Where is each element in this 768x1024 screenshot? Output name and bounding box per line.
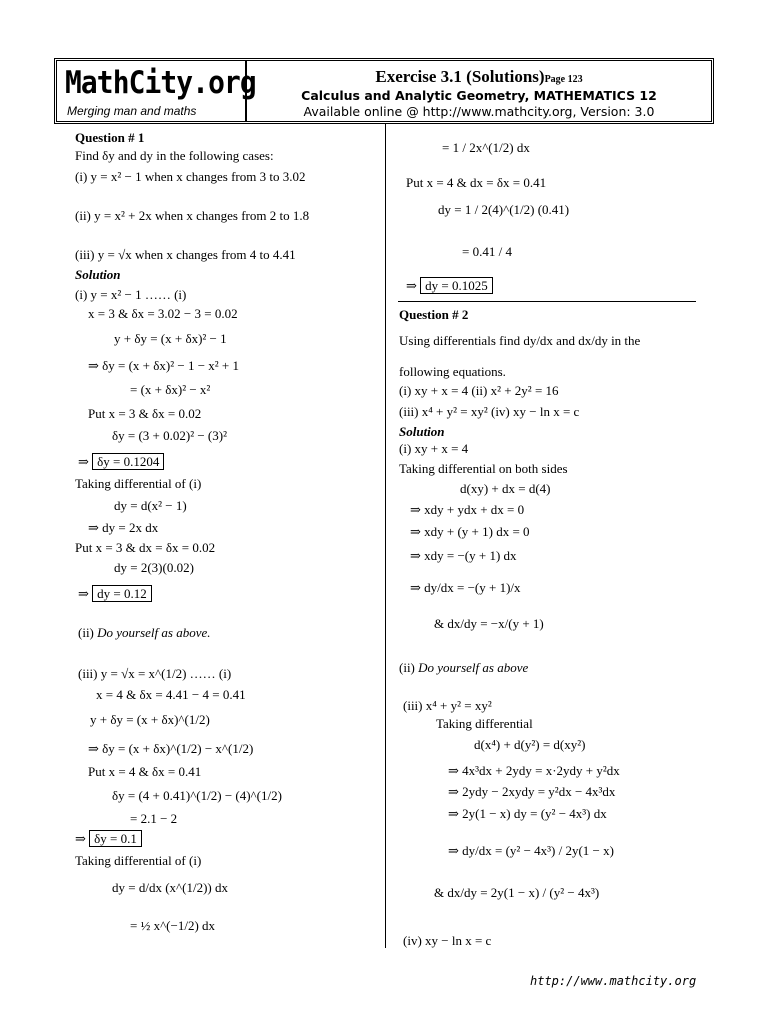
line-text: ⇒ xdy + (y + 1) dx = 0 (410, 524, 530, 539)
line-text: ⇒ 2ydy − 2xydy = y²dx − 4x³dx (448, 784, 616, 799)
line-text: (i) xy + x = 4 (399, 441, 469, 456)
right-line (406, 278, 493, 293)
line-text: y + δy = (x + δx)² − 1 (114, 331, 227, 346)
line-text: δy = (4 + 0.41)^(1/2) − (4)^(1/2) (112, 788, 282, 803)
line-text: following equations. (399, 364, 506, 379)
footer-url: http://www.mathcity.org (530, 974, 697, 988)
exercise-title (247, 67, 711, 87)
left-line (75, 247, 296, 262)
line-text: Put x = 4 & δx = 0.41 (88, 764, 202, 779)
right-line (410, 548, 517, 563)
line-text: (ii) (78, 625, 98, 640)
line-text: (ii) (399, 660, 419, 675)
line-text: = (x + δx)² − x² (130, 382, 211, 397)
left-line (75, 831, 142, 846)
line-text: dy = d(x² − 1) (114, 498, 187, 513)
right-line (399, 660, 528, 675)
left-line (75, 540, 215, 555)
right-line (434, 616, 544, 631)
line-text: (iii) y = √x = x^(1/2) …… (i) (78, 666, 232, 681)
boxed-answer: δy = 0.1204 (92, 453, 164, 470)
right-line (399, 333, 640, 348)
line-text: ⇒ dy/dx = (y² − 4x³) / 2y(1 − x) (448, 843, 614, 858)
line-text: Taking differential of (i) (75, 853, 202, 868)
right-line (474, 737, 585, 752)
line-text: ⇒ (78, 454, 93, 469)
left-line (88, 520, 158, 535)
line-text: Put x = 3 & δx = 0.02 (88, 406, 202, 421)
line-text: (i) xy + x = 4 (ii) x² + 2y² = 16 (399, 383, 559, 398)
left-line (88, 406, 201, 421)
line-text: dy = 1 / 2(4)^(1/2) (0.41) (438, 202, 570, 217)
availability-line: Available online @ http://www.mathcity.org, Version: 3.0 (303, 104, 655, 119)
left-line (130, 918, 215, 933)
line-text: Put x = 3 & dx = δx = 0.02 (75, 540, 216, 555)
line-text: x = 3 & δx = 3.02 − 3 = 0.02 (88, 306, 238, 321)
right-line (448, 784, 615, 799)
line-text: = 1 / 2x^(1/2) dx (442, 140, 530, 155)
boxed-answer: dy = 0.12 (92, 585, 152, 602)
line-text: ⇒ dy/dx = −(y + 1)/x (410, 580, 521, 595)
header-info (247, 61, 711, 119)
right-line (399, 364, 506, 379)
page-header (54, 58, 714, 124)
right-line (399, 441, 468, 456)
italic-note: Do yourself as above (418, 660, 529, 675)
tagline: Merging man and maths (67, 104, 197, 118)
line-text: (iii) y = √x when x changes from 4 to 4.41 (75, 247, 296, 262)
line-text: (iii) x⁴ + y² = xy² (403, 698, 492, 713)
logo-box (57, 61, 256, 121)
left-line (112, 428, 227, 443)
right-line (448, 763, 620, 778)
line-text: (i) y = x² − 1 when x changes from 3 to 3.02 (75, 169, 306, 184)
line-text: Taking differential on both sides (399, 461, 568, 476)
left-line (114, 560, 194, 575)
line-text: ⇒ δy = (x + δx)² − 1 − x² + 1 (88, 358, 240, 373)
line-text: (iii) x⁴ + y² = xy² (iv) xy − ln x = c (399, 404, 580, 419)
boxed-answer: δy = 0.1 (89, 830, 142, 847)
book-subtitle: Calculus and Analytic Geometry, MATHEMATICS 12 (301, 88, 657, 103)
left-line (114, 331, 227, 346)
left-line (75, 148, 274, 163)
line-text: ⇒ (75, 831, 90, 846)
left-line (88, 764, 201, 779)
right-line (436, 716, 533, 731)
left-line (78, 454, 164, 469)
right-line (399, 404, 579, 419)
line-text: d(xy) + dx = d(4) (460, 481, 551, 496)
line-text: d(x⁴) + d(y²) = d(xy²) (474, 737, 586, 752)
left-line (96, 687, 246, 702)
left-line (88, 306, 238, 321)
right-line (410, 502, 524, 517)
line-text: & dx/dy = 2y(1 − x) / (y² − 4x³) (434, 885, 600, 900)
right-line (403, 698, 492, 713)
line-text: ⇒ (406, 278, 421, 293)
line-text: y + δy = (x + δx)^(1/2) (90, 712, 210, 727)
line-text: Find δy and dy in the following cases: (75, 148, 274, 163)
right-line (403, 933, 491, 948)
right-line (399, 424, 445, 439)
right-line (399, 307, 468, 322)
right-line (442, 140, 530, 155)
line-text: Taking differential (436, 716, 533, 731)
left-line (112, 880, 228, 895)
right-line (448, 843, 614, 858)
right-line (460, 481, 550, 496)
line-text: Put x = 4 & dx = δx = 0.41 (406, 175, 547, 190)
left-line (78, 586, 152, 601)
page-number: Page 123 (544, 74, 583, 85)
question-separator (398, 301, 696, 302)
left-line (75, 476, 201, 491)
line-text: ⇒ dy = 2x dx (88, 520, 159, 535)
right-line (448, 806, 607, 821)
left-line (78, 666, 231, 681)
left-line (112, 788, 282, 803)
line-text: Using differentials find dy/dx and dx/dy in the (399, 333, 641, 348)
line-text: & dx/dy = −x/(y + 1) (434, 616, 544, 631)
left-line (90, 712, 210, 727)
left-line (75, 130, 144, 145)
right-line (434, 885, 599, 900)
left-line (114, 498, 187, 513)
left-line (130, 811, 177, 826)
left-line (88, 741, 253, 756)
right-line (410, 580, 521, 595)
line-text: Solution (399, 424, 445, 439)
line-text: = ½ x^(−1/2) dx (130, 918, 216, 933)
boxed-answer: dy = 0.1025 (420, 277, 493, 294)
line-text: x = 4 & δx = 4.41 − 4 = 0.41 (96, 687, 246, 702)
line-text: ⇒ (78, 586, 93, 601)
line-text: (iv) xy − ln x = c (403, 933, 492, 948)
line-text: δy = (3 + 0.02)² − (3)² (112, 428, 227, 443)
left-line (75, 169, 306, 184)
column-divider (385, 124, 386, 948)
right-line (438, 202, 569, 217)
right-line (399, 383, 559, 398)
line-text: Solution (75, 267, 121, 282)
line-text: dy = 2(3)(0.02) (114, 560, 194, 575)
line-text: ⇒ 4x³dx + 2ydy = x·2ydy + y²dx (448, 763, 620, 778)
left-line (75, 853, 201, 868)
line-text: ⇒ xdy = −(y + 1) dx (410, 548, 517, 563)
italic-note: Do yourself as above. (97, 625, 211, 640)
right-line (410, 524, 530, 539)
left-line (75, 267, 121, 282)
line-text: Question # 1 (75, 130, 145, 145)
line-text: dy = d/dx (x^(1/2)) dx (112, 880, 228, 895)
line-text: ⇒ δy = (x + δx)^(1/2) − x^(1/2) (88, 741, 254, 756)
exercise-title-text: Exercise 3.1 (Solutions) (375, 67, 545, 86)
left-line (88, 358, 239, 373)
line-text: ⇒ 2y(1 − x) dy = (y² − 4x³) dx (448, 806, 607, 821)
line-text: (i) y = x² − 1 …… (i) (75, 287, 187, 302)
line-text: = 2.1 − 2 (130, 811, 178, 826)
left-line (130, 382, 210, 397)
left-line (78, 625, 211, 640)
right-line (399, 461, 568, 476)
right-line (462, 244, 512, 259)
line-text: ⇒ xdy + ydx + dx = 0 (410, 502, 525, 517)
right-line (406, 175, 546, 190)
left-line (75, 287, 186, 302)
line-text: Taking differential of (i) (75, 476, 202, 491)
line-text: Question # 2 (399, 307, 469, 322)
site-logo: MathCity.org (65, 65, 256, 101)
left-line (75, 208, 309, 223)
line-text: = 0.41 / 4 (462, 244, 512, 259)
line-text: (ii) y = x² + 2x when x changes from 2 to 1.8 (75, 208, 310, 223)
